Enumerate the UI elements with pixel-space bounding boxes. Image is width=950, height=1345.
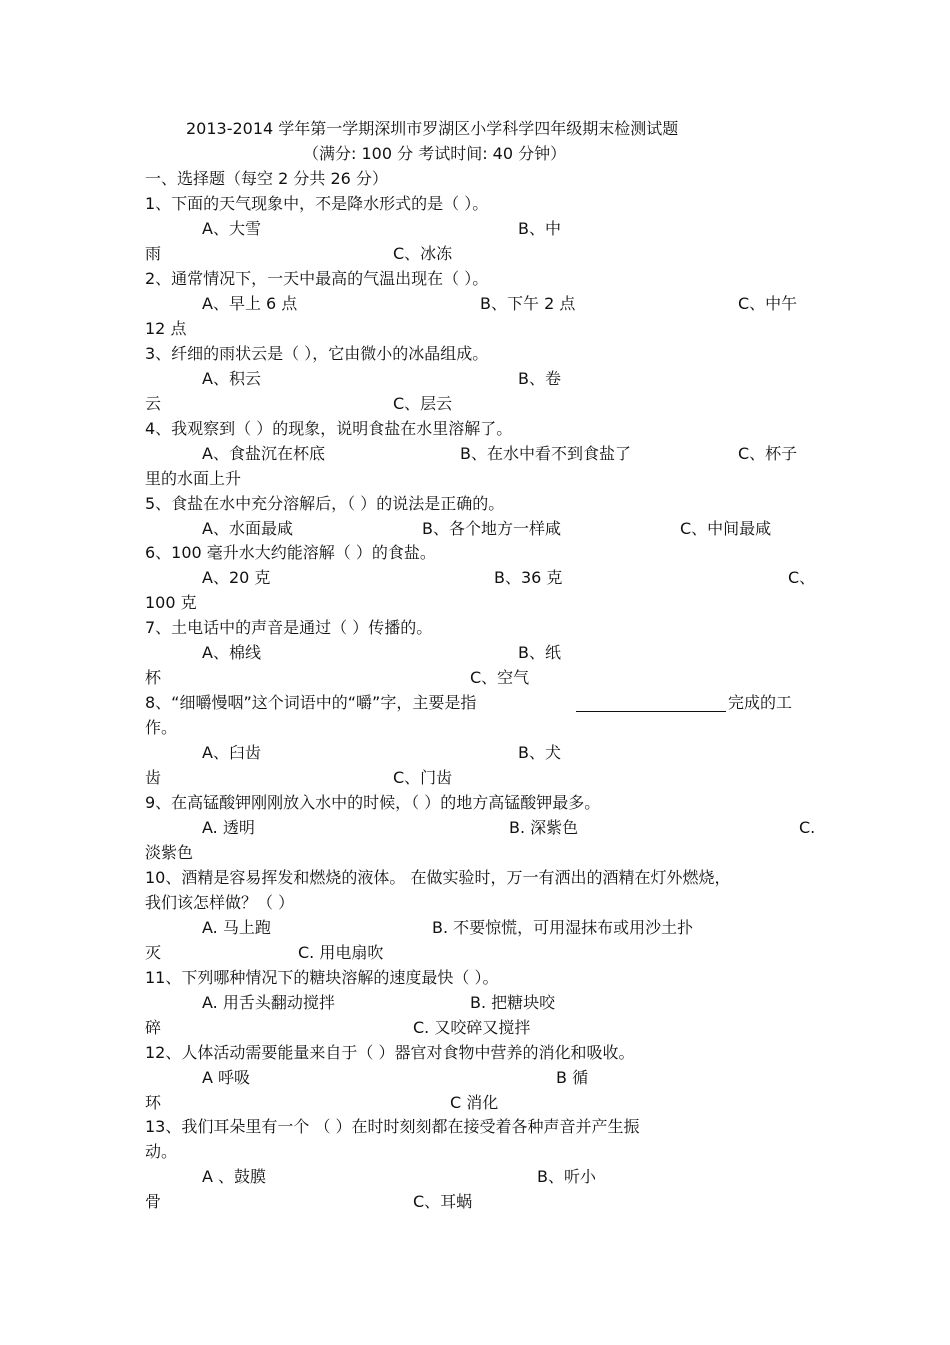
question-2-option-c: C、中午 — [738, 294, 798, 313]
question-12-stem: 12、人体活动需要能量来自于（ ）器官对食物中营养的消化和吸收。 — [145, 1043, 635, 1062]
question-4-option-a: A、食盐沉在杯底 — [202, 444, 325, 463]
question-5-option-b: B、各个地方一样咸 — [422, 519, 561, 538]
question-4-option-wrap: 里的水面上升 — [145, 469, 242, 488]
question-12-option-b: B 循 — [556, 1068, 589, 1087]
question-1-option-c: C、冰冻 — [393, 244, 453, 263]
question-4-stem: 4、我观察到（ ）的现象，说明食盐在水里溶解了。 — [145, 419, 513, 438]
question-8-option-wrap: 齿 — [145, 768, 162, 787]
question-8-option-b: B、犬 — [518, 743, 561, 762]
question-10-option-a: A. 马上跑 — [202, 918, 271, 937]
question-8-stem: 8、“细嚼慢咽”这个词语中的“嚼”字，主要是指 — [145, 693, 477, 712]
question-10-option-b: B. 不要惊慌，可用湿抹布或用沙土扑 — [432, 918, 694, 937]
question-8-option-a: A、臼齿 — [202, 743, 261, 762]
question-10-stem-2: 我们该怎样做？（ ） — [145, 893, 295, 912]
question-3-stem: 3、纤细的雨状云是（ ），它由微小的冰晶组成。 — [145, 344, 489, 363]
question-7-stem: 7、土电话中的声音是通过（ ）传播的。 — [145, 618, 433, 637]
question-7-option-b: B、纸 — [518, 643, 561, 662]
question-8-stem-end: 完成的工 — [728, 693, 793, 712]
question-8-answer-blank — [576, 711, 726, 712]
question-6-option-wrap: 100 克 — [145, 593, 197, 612]
question-3-option-a: A、积云 — [202, 369, 261, 388]
question-2-option-a: A、早上 6 点 — [202, 294, 298, 313]
question-2-option-wrap: 12 点 — [145, 319, 187, 338]
question-3-option-c: C、层云 — [393, 394, 453, 413]
question-1-option-b: B、中 — [518, 219, 561, 238]
question-6-stem: 6、100 毫升水大约能溶解（ ）的食盐。 — [145, 543, 436, 562]
question-13-option-wrap: 骨 — [145, 1192, 162, 1211]
question-13-stem: 13、我们耳朵里有一个 （ ）在时时刻刻都在接受着各种声音并产生振 — [145, 1117, 640, 1136]
question-11-option-c: C. 又咬碎又搅拌 — [413, 1018, 531, 1037]
question-10-stem: 10、酒精是容易挥发和燃烧的液体。 在做实验时，万一有洒出的酒精在灯外燃烧， — [145, 868, 731, 887]
question-11-option-wrap: 碎 — [145, 1018, 162, 1037]
question-5-option-c: C、中间最咸 — [680, 519, 772, 538]
question-11-stem: 11、下列哪种情况下的糖块溶解的速度最快（ ）。 — [145, 968, 499, 987]
question-5-option-a: A、水面最咸 — [202, 519, 293, 538]
question-9-option-c: C. — [799, 818, 816, 837]
question-11-option-a: A. 用舌头翻动搅拌 — [202, 993, 335, 1012]
question-7-option-c: C、空气 — [470, 668, 530, 687]
question-12-option-wrap: 环 — [145, 1093, 162, 1112]
question-9-option-a: A. 透明 — [202, 818, 255, 837]
question-13-option-a: A 、鼓膜 — [202, 1167, 267, 1186]
question-3-option-wrap: 云 — [145, 394, 162, 413]
question-10-option-c: C. 用电扇吹 — [298, 943, 384, 962]
question-9-option-wrap: 淡紫色 — [145, 843, 194, 862]
question-7-option-wrap: 杯 — [145, 668, 162, 687]
question-12-option-c: C 消化 — [450, 1093, 499, 1112]
question-5-stem: 5、食盐在水中充分溶解后，（ ）的说法是正确的。 — [145, 494, 505, 513]
question-4-option-c: C、杯子 — [738, 444, 798, 463]
question-9-option-b: B. 深紫色 — [509, 818, 579, 837]
question-3-option-b: B、卷 — [518, 369, 561, 388]
question-11-option-b: B. 把糖块咬 — [470, 993, 556, 1012]
question-13-option-b: B、听小 — [537, 1167, 596, 1186]
question-7-option-a: A、棉线 — [202, 643, 261, 662]
question-4-option-b: B、在水中看不到食盐了 — [460, 444, 631, 463]
question-2-stem: 2、通常情况下，一天中最高的气温出现在（ ）。 — [145, 269, 489, 288]
question-13-stem-wrap: 动。 — [145, 1142, 178, 1161]
question-1-option-wrap: 雨 — [145, 244, 162, 263]
question-1-option-a: A、大雪 — [202, 219, 261, 238]
question-8-option-c: C、门齿 — [393, 768, 453, 787]
exam-subtitle: （满分: 100 分 考试时间: 40 分钟） — [303, 144, 567, 163]
question-6-option-a: A、20 克 — [202, 568, 271, 587]
section-heading: 一、选择题（每空 2 分共 26 分） — [145, 169, 388, 188]
question-6-option-b: B、36 克 — [494, 568, 563, 587]
question-8-stem-wrap: 作。 — [145, 718, 178, 737]
exam-title: 2013-2014 学年第一学期深圳市罗湖区小学科学四年级期末检测试题 — [186, 119, 679, 138]
question-1-stem: 1、下面的天气现象中，不是降水形式的是（ ）。 — [145, 194, 489, 213]
question-10-option-wrap: 灭 — [145, 943, 162, 962]
question-13-option-c: C、耳蜗 — [413, 1192, 473, 1211]
question-12-option-a: A 呼吸 — [202, 1068, 251, 1087]
question-9-stem: 9、在高锰酸钾刚刚放入水中的时候，（ ）的地方高锰酸钾最多。 — [145, 793, 601, 812]
question-6-option-c: C、 — [788, 568, 816, 587]
question-2-option-b: B、下午 2 点 — [480, 294, 576, 313]
